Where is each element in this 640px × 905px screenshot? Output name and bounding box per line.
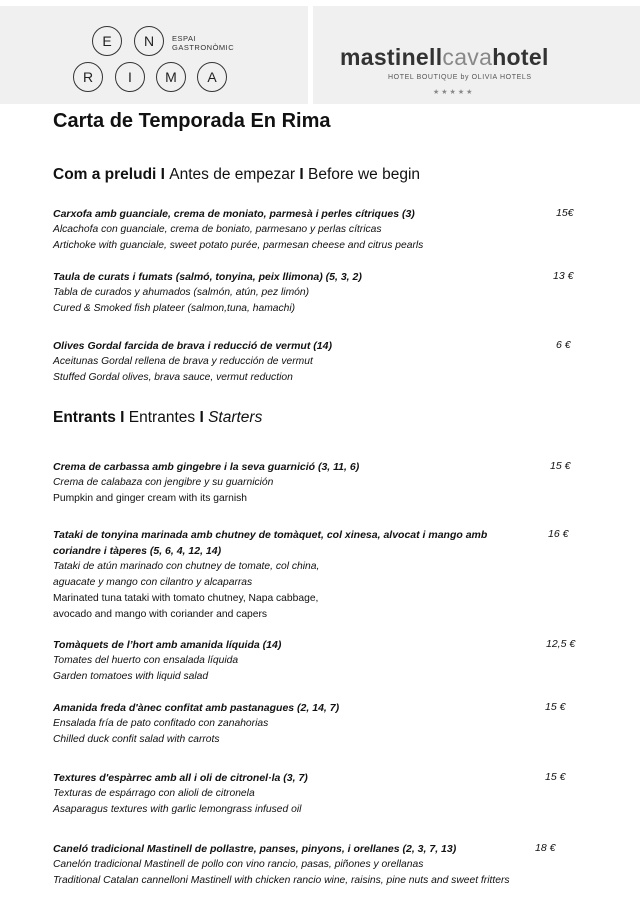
menu-item: [53, 269, 583, 317]
item-en: Traditional Catalan cannelloni Mastinell with chicken rancio wine, raisins, pine nuts and sweet fritters: [53, 875, 510, 886]
item-name: Amanida freda d'ànec confitat amb pastanagues (2, 14, 7): [53, 702, 340, 714]
item-es: Crema de calabaza con jengibre y su guarnición: [53, 477, 274, 488]
item-price: 15 €: [545, 771, 566, 783]
menu-item: [53, 338, 583, 386]
logo-letter-i: I: [115, 62, 145, 92]
item-name: Olives Gordal farcida de brava i reducció de vermut (14): [53, 340, 332, 352]
item-name: Caneló tradicional Mastinell de pollastre, panses, pinyons, i orellanes (2, 3, 7, 13): [53, 843, 457, 855]
hotel-subtitle: HOTEL BOUTIQUE by OLIVIA HOTELS: [388, 74, 532, 81]
item-name: Taula de curats i fumats (salmó, tonyina, peix llimona) (5, 3, 2): [53, 271, 362, 283]
item-es: Canelón tradicional Mastinell de pollo con vino rancio, pasas, piñones y orellanas: [53, 859, 424, 870]
item-price: 15€: [556, 207, 574, 219]
item-es: Ensalada fría de pato confitado con zanahorias: [53, 718, 269, 729]
item-es: Tomates del huerto con ensalada líquida: [53, 655, 239, 666]
header-logos: [0, 0, 640, 104]
section-en: Starters: [208, 409, 263, 426]
item-es: Tataki de atún marinado con chutney de tomate, col china, aguacate y mango con cilantro y alcaparras: [53, 561, 320, 588]
item-price: 15 €: [545, 701, 566, 713]
item-price: 15 €: [550, 460, 571, 472]
logo-letter-a: A: [197, 62, 227, 92]
item-name: Crema de carbassa amb gingebre i la seva guarnició (3, 11, 6): [53, 461, 360, 473]
item-en: Stuffed Gordal olives, brava sauce, vermut reduction: [53, 372, 293, 383]
item-es: Aceitunas Gordal rellena de brava y reducción de vermut: [53, 356, 313, 367]
mastinell-logo: [313, 6, 640, 104]
menu-title: Carta de Temporada En Rima: [53, 110, 331, 132]
logo-letter-m: M: [156, 62, 186, 92]
hotel-stars: ★★★★★: [433, 89, 475, 96]
gastronomic-line: GASTRONÒMIC: [172, 43, 235, 52]
logo-letter-e: E: [92, 26, 122, 56]
section-es: Entrantes: [128, 409, 196, 426]
item-en: Chilled duck confit salad with carrots: [53, 734, 220, 745]
item-en: Marinated tuna tataki with tomato chutney, Napa cabbage, avocado and mango with coriander and capers: [53, 593, 319, 620]
section-sep: I: [156, 166, 170, 183]
item-price: 6 €: [556, 339, 571, 351]
brand-part-2: cava: [442, 44, 493, 70]
brand-part-3: hotel: [492, 44, 549, 70]
item-name: Tomàquets de l’hort amb amanida líquida (14): [53, 639, 282, 651]
menu-item: [53, 459, 583, 507]
section-heading-prelude: [53, 166, 420, 184]
item-en: Garden tomatoes with liquid salad: [53, 671, 209, 682]
item-es: Texturas de espárrago con alioli de citronela: [53, 788, 255, 799]
item-en: Pumpkin and ginger cream with its garnish: [53, 493, 248, 504]
section-sep: I: [295, 166, 308, 183]
item-en: Artichoke with guanciale, sweet potato purée, parmesan cheese and citrus pearls: [53, 240, 424, 251]
section-cat: Com a preludi: [53, 166, 157, 183]
item-en: Cured & Smoked fish plateer (salmon,tuna, hamachi): [53, 303, 296, 314]
item-en: Asaparagus textures with garlic lemongrass infused oil: [53, 804, 302, 815]
item-name: Carxofa amb guanciale, crema de moniato, parmesà i perles cítriques (3): [53, 208, 415, 220]
en-rima-logo: [0, 6, 308, 104]
menu-item: [53, 527, 583, 623]
menu-item: [53, 770, 583, 818]
item-price: 12,5 €: [546, 638, 576, 650]
item-es: Alcachofa con guanciale, crema de boniato, parmesano y perlas cítricas: [53, 224, 382, 235]
espai-gastronomic-label: [172, 34, 234, 52]
item-name: Textures d'espàrrec amb all i oli de citronel·la (3, 7): [53, 772, 308, 784]
section-en: Before we begin: [308, 166, 421, 183]
mastinell-brand: [340, 44, 549, 71]
item-price: 16 €: [548, 528, 569, 540]
menu-item: [53, 700, 583, 748]
menu-item: [53, 206, 583, 254]
section-sep: I: [115, 409, 129, 426]
logo-letter-n: N: [134, 26, 164, 56]
menu-item: [53, 637, 583, 685]
item-price: 18 €: [535, 842, 556, 854]
menu-item: [53, 841, 583, 889]
item-price: 13 €: [553, 270, 574, 282]
item-es: Tabla de curados y ahumados (salmón, atún, pez limón): [53, 287, 310, 298]
section-cat: Entrants: [53, 409, 116, 426]
section-sep: I: [195, 409, 209, 426]
section-heading-starters: [53, 409, 262, 427]
item-name: Tataki de tonyina marinada amb chutney de tomàquet, col xinesa, alvocat i mango amb coriandre i tàperes (5, 6, 4, 12, 14): [53, 529, 488, 557]
section-es: Antes de empezar: [169, 166, 296, 183]
brand-part-1: mastinell: [340, 44, 443, 70]
logo-letter-r: R: [73, 62, 103, 92]
espai-line: ESPAI: [172, 34, 197, 43]
